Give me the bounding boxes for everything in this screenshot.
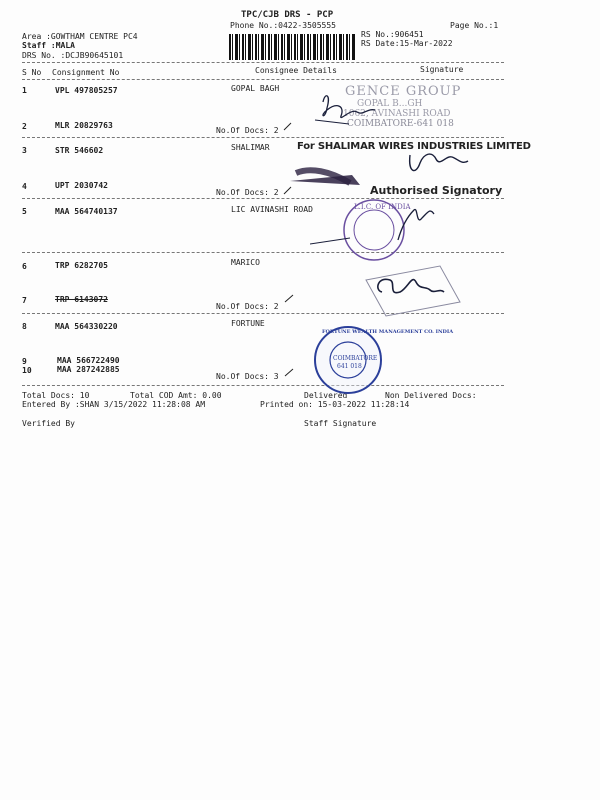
printed-on: Printed on: 15-03-2022 11:28:14 <box>260 400 410 409</box>
stamp-line: GENCE GROUP <box>345 84 462 99</box>
stamp-line: 1062, AVINASHI ROAD <box>343 109 451 119</box>
row-consignment: MLR 20829763 <box>55 121 113 130</box>
row-consignee: MARICO <box>231 258 260 267</box>
row-consignee: SHALIMAR <box>231 143 270 152</box>
row-sno: 6 <box>22 262 27 271</box>
divider <box>22 137 504 138</box>
entered-by: Entered By :SHAN 3/15/2022 11:28:08 AM <box>22 400 206 409</box>
row-consignment: UPT 2030742 <box>55 181 108 190</box>
row-sno: 7 <box>22 296 27 305</box>
divider <box>22 62 504 63</box>
divider <box>22 79 504 80</box>
staff-signature-label: Staff Signature <box>304 419 377 428</box>
page-number: Page No.:1 <box>450 21 499 30</box>
fortune-seal <box>312 324 454 396</box>
row-consignment: STR 546602 <box>55 146 104 155</box>
row-docs-count: No.Of Docs: 3 <box>216 372 279 381</box>
row-sno: 3 <box>22 146 27 155</box>
stamp-line: GOPAL B...GH <box>357 99 423 109</box>
row-consignee: LIC AVINASHI ROAD <box>231 205 313 214</box>
verified-by-label: Verified By <box>22 419 75 428</box>
col-header-signature: Signature <box>420 65 464 74</box>
row-consignment: VPL 497805257 <box>55 86 118 95</box>
drs-number: DRS No. :DCJB90645101 <box>22 51 124 60</box>
total-cod-amount: Total COD Amt: 0.00 <box>130 391 222 400</box>
divider <box>22 385 504 386</box>
row-consignment: MAA 566722490 <box>57 356 120 365</box>
signature-scribble <box>305 90 395 130</box>
rs-number: RS No.:906451 <box>361 30 424 39</box>
delivered-label: Delivered <box>304 391 348 400</box>
row-consignment: TRP 6143072 <box>55 295 108 304</box>
row-consignment: MAA 287242885 <box>57 365 120 374</box>
tick-mark <box>283 292 301 306</box>
seal-text: L.I.C. OF INDIA <box>354 203 411 211</box>
staff-label: Staff :MALA <box>22 41 75 50</box>
row-consignee: GOPAL BAGH <box>231 84 280 93</box>
seal-text: COIMBATORE <box>333 355 378 362</box>
document-title: TPC/CJB DRS - PCP <box>241 10 334 20</box>
tick-mark <box>282 120 300 134</box>
marico-stamp <box>360 262 470 320</box>
row-docs-count: No.Of Docs: 2 <box>216 126 279 135</box>
col-header-sno: S No <box>22 68 42 77</box>
row-sno: 5 <box>22 207 27 216</box>
seal-text: 641 018 <box>337 363 362 370</box>
row-consignment: TRP 6282705 <box>55 261 108 270</box>
row-consignment: MAA 564740137 <box>55 207 118 216</box>
signature-scribble <box>310 196 450 256</box>
row-consignee: FORTUNE <box>231 319 265 328</box>
col-header-consignee: Consignee Details <box>255 66 337 75</box>
authorised-signatory-stamp: Authorised Signatory <box>370 184 503 197</box>
row-sno: 10 <box>22 366 32 375</box>
row-sno: 1 <box>22 86 27 95</box>
shalimar-company-stamp: For SHALIMAR WIRES INDUSTRIES LIMITED <box>297 141 531 152</box>
row-sno: 8 <box>22 322 27 331</box>
stamp-line: COIMBATORE-641 018 <box>347 119 454 129</box>
seal-text: FORTUNE WEALTH MANAGEMENT CO. INDIA <box>322 329 454 335</box>
row-sno: 4 <box>22 182 27 191</box>
row-sno: 2 <box>22 122 27 131</box>
row-consignment: MAA 564330220 <box>55 322 118 331</box>
tick-mark <box>283 366 301 380</box>
non-delivered-label: Non Delivered Docs: <box>385 391 477 400</box>
row-docs-count: No.Of Docs: 2 <box>216 302 279 311</box>
row-sno: 9 <box>22 357 27 366</box>
gopal-bagh-stamp <box>305 84 475 136</box>
area-label: Area :GOWTHAM CENTRE PC4 <box>22 32 138 41</box>
phone-number: Phone No.:0422-3505555 <box>230 21 336 30</box>
total-docs: Total Docs: 10 <box>22 391 90 400</box>
col-header-consignment: Consignment No <box>52 68 120 77</box>
barcode-image <box>229 34 355 60</box>
rs-date: RS Date:15-Mar-2022 <box>361 39 453 48</box>
row-docs-count: No.Of Docs: 2 <box>216 188 279 197</box>
